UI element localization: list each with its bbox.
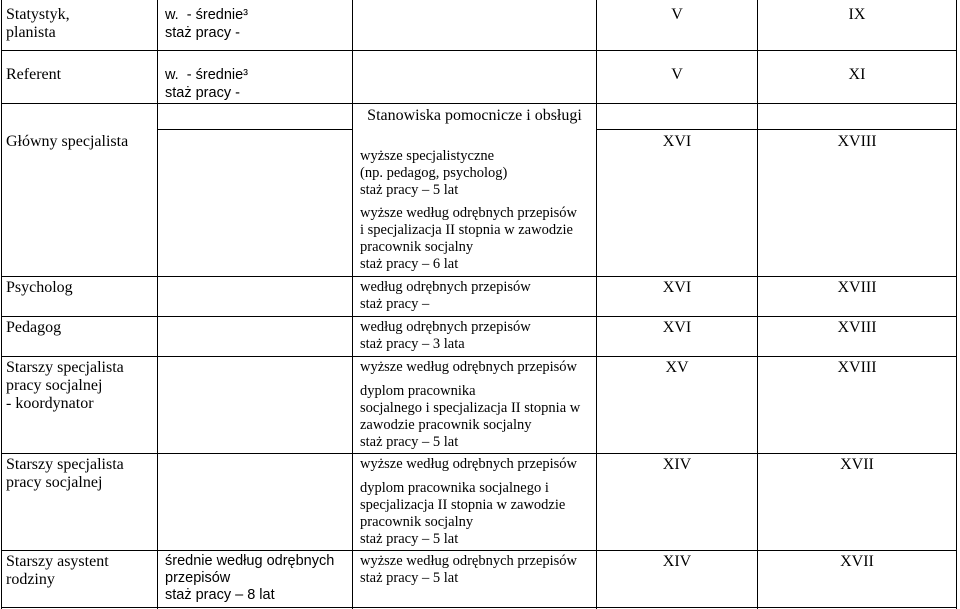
category-min: XVI (662, 133, 692, 150)
position-title: Statystyk, planista (6, 6, 70, 41)
category-min: V (671, 6, 683, 23)
table-bottom-border (1, 607, 957, 608)
position-title: Starszy specjalista pracy socjalnej - koordynator (6, 359, 124, 412)
row-divider (1, 276, 957, 277)
row-divider (1, 356, 957, 357)
requirement: wyższe według odrębnych przepisów staż pracy – 5 lat (360, 553, 578, 586)
category-max: XI (848, 66, 866, 83)
requirement: według odrębnych przepisów staż pracy – 3 lata (360, 319, 531, 352)
category-min: XV (665, 359, 689, 376)
education-requirement: w. - średnie³ staż pracy - (165, 7, 248, 41)
category-min: V (671, 66, 683, 83)
table-left-border (1, 0, 2, 609)
requirement: dyplom pracownika socjalnego i specjalizacja II stopnia w zawodzie pracownik socjalny staż pracy – 5 lat (360, 383, 581, 450)
row-divider (157, 129, 353, 130)
category-max: XVII (840, 553, 874, 570)
category-max: XVIII (837, 133, 877, 150)
position-title: Główny specjalista (6, 133, 129, 150)
category-max: XVIII (837, 359, 877, 376)
row-divider (596, 129, 957, 130)
requirement: wyższe według odrębnych przepisów i specjalizacja II stopnia w zawodzie pracownik socjalny staż pracy – 6 lat (360, 205, 578, 272)
section-header: Stanowiska pomocnicze i obsługi (367, 107, 582, 124)
category-min: XIV (662, 553, 692, 570)
row-divider (1, 550, 957, 551)
position-title: Referent (6, 66, 62, 83)
category-max: XVII (840, 456, 874, 473)
row-divider (1, 103, 957, 104)
category-max: XVIII (837, 319, 877, 336)
position-title: Starszy specjalista pracy socjalnej (6, 456, 124, 491)
column-divider (157, 0, 158, 609)
category-max: XVIII (837, 279, 877, 296)
position-title: Psycholog (6, 279, 73, 296)
category-min: XVI (662, 319, 692, 336)
row-divider (1, 316, 957, 317)
column-divider (757, 0, 758, 609)
requirement: wyższe specjalistyczne (np. pedagog, psycholog) staż pracy – 5 lat (360, 148, 508, 198)
position-title: Starszy asystent rodziny (6, 553, 109, 588)
category-min: XVI (662, 279, 692, 296)
column-divider (596, 0, 597, 609)
row-divider (1, 50, 957, 51)
row-divider (1, 453, 957, 454)
category-max: IX (848, 6, 866, 23)
requirement: według odrębnych przepisów staż pracy – (360, 279, 531, 312)
requirement: dyplom pracownika socjalnego i specjalizacja II stopnia w zawodzie pracownik socjalny staż pracy – 5 lat (360, 480, 566, 547)
table-right-border (956, 0, 957, 609)
requirement: wyższe według odrębnych przepisów (360, 456, 578, 472)
education-requirement: w. - średnie³ staż pracy - (165, 67, 248, 101)
position-title: Pedagog (6, 319, 62, 336)
requirement: wyższe według odrębnych przepisów (360, 359, 578, 375)
education-requirement: średnie według odrębnych przepisów staż pracy – 8 lat (165, 553, 335, 603)
category-min: XIV (662, 456, 692, 473)
column-divider (352, 0, 353, 609)
